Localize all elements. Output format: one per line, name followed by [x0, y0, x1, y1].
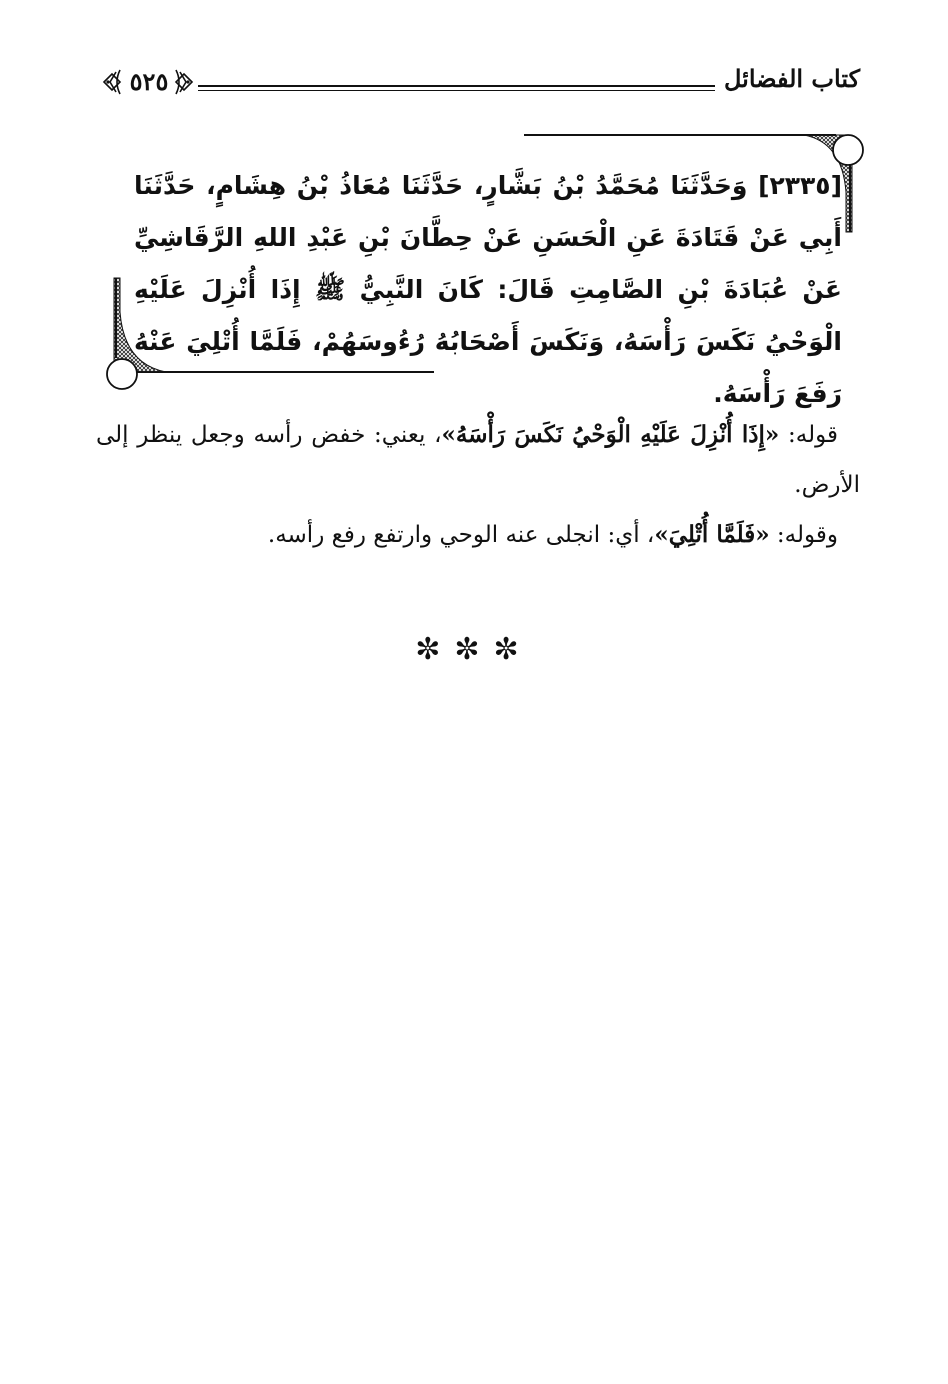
commentary — [96, 410, 860, 560]
page-number: ٥٢٥ — [129, 67, 169, 96]
header-rule — [198, 85, 715, 87]
commentary-explanation: ، أي: انجلى عنه الوحي وارتفع رفع رأسه. — [267, 522, 655, 548]
commentary-paragraph-1 — [96, 410, 860, 510]
commentary-lead: وقوله: — [769, 522, 838, 548]
hadith-frame — [104, 132, 866, 408]
book-title: كتاب الفضائل — [723, 64, 860, 93]
quoted-phrase: «إِذَا أُنْزِلَ عَلَيْهِ الْوَحْيُ نَكَسَ رَأْسَهُ» — [441, 421, 780, 448]
page-header — [100, 52, 860, 112]
header-rule-thin — [198, 90, 715, 91]
commentary-lead: قوله: — [779, 422, 838, 448]
section-separator-stars: ✼✼✼ — [415, 632, 533, 667]
page-number-ornament — [100, 62, 196, 102]
quoted-phrase: «فَلَمَّا أُتْلِيَ» — [654, 521, 770, 548]
commentary-paragraph-2 — [96, 510, 860, 560]
hadith-text: [٢٣٣٥] وَحَدَّثَنَا مُحَمَّدُ بْنُ بَشَّارٍ، حَدَّثَنَا مُعَاذُ بْنُ هِشَامٍ، حَدَّثَنَا أَبِي عَنْ قَتَادَةَ عَنِ الْحَسَنِ عَنْ حِطَّانَ بْنِ عَبْدِ اللهِ الرَّقَاشِيِّ عَنْ عُبَادَةَ بْنِ الصَّامِتِ قَالَ: كَانَ النَّبِيُّ ﷺ إِذَا أُنْزِلَ عَلَيْهِ الْوَحْيُ نَكَسَ رَأْسَهُ، وَنَكَسَ أَصْحَابُهُ رُءُوسَهُمْ، فَلَمَّا أُتْلِيَ عَنْهُ رَفَعَ رَأْسَهُ. — [134, 171, 842, 408]
commentary-explanation: ، يعني: خفض رأسه وجعل ينظر إلى الأرض. — [96, 422, 860, 498]
